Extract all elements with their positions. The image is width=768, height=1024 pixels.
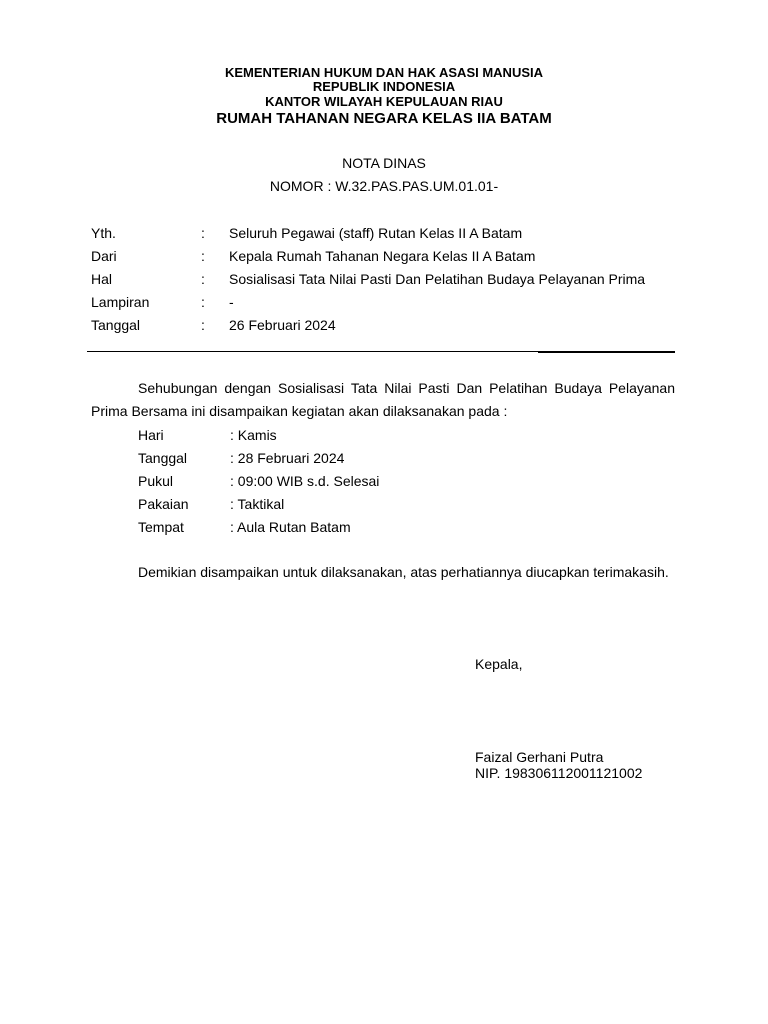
meta-key: Hal	[91, 271, 113, 287]
detail-value: : Aula Rutan Batam	[230, 519, 351, 535]
body-paragraph-line-1: Sehubungan dengan Sosialisasi Tata Nilai Pasti Dan Pelatihan Budaya Pelayanan	[138, 380, 675, 396]
meta-key: Tanggal	[91, 317, 141, 333]
detail-key: Pukul	[138, 473, 174, 489]
country-heading: REPUBLIK INDONESIA	[312, 79, 456, 94]
institution-heading: RUMAH TAHANAN NEGARA KELAS IIA BATAM	[216, 110, 552, 127]
meta-value: 26 Februari 2024	[229, 317, 336, 333]
detail-key: Pakaian	[138, 496, 189, 512]
closing-sentence: Demikian disampaikan untuk dilaksanakan, atas perhatiannya diucapkan terimakasih.	[138, 564, 669, 580]
meta-value: Kepala Rumah Tahanan Negara Kelas II A Batam	[229, 248, 536, 264]
meta-key: Yth.	[91, 225, 116, 241]
signatory-name: Faizal Gerhani Putra	[475, 749, 604, 765]
meta-value: Seluruh Pegawai (staff) Rutan Kelas II A Batam	[229, 225, 523, 241]
detail-value: : Taktikal	[230, 496, 285, 512]
memo-number: NOMOR : W.32.PAS.PAS.UM.01.01-	[269, 178, 499, 194]
signatory-nip: NIP. 198306112001121002	[475, 765, 643, 781]
detail-key: Tempat	[138, 519, 184, 535]
meta-colon: :	[201, 225, 205, 241]
regional-office-heading: KANTOR WILAYAH KEPULAUAN RIAU	[265, 94, 503, 109]
meta-value: -	[229, 294, 234, 310]
meta-colon: :	[201, 248, 205, 264]
detail-key: Hari	[138, 427, 164, 443]
ministry-heading: KEMENTERIAN HUKUM DAN HAK ASASI MANUSIA	[224, 65, 544, 80]
detail-key: Tanggal	[138, 450, 188, 466]
meta-colon: :	[201, 271, 205, 287]
meta-colon: :	[201, 294, 205, 310]
meta-value: Sosialisasi Tata Nilai Pasti Dan Pelatihan Budaya Pelayanan Prima	[229, 271, 646, 287]
detail-value: : Kamis	[230, 427, 277, 443]
separator-line-thick	[538, 351, 675, 353]
meta-key: Dari	[91, 248, 117, 264]
detail-value: : 09:00 WIB s.d. Selesai	[230, 473, 380, 489]
meta-key: Lampiran	[91, 294, 150, 310]
memo-title: NOTA DINAS	[342, 155, 426, 171]
meta-colon: :	[201, 317, 205, 333]
detail-value: : 28 Februari 2024	[230, 450, 345, 466]
body-paragraph-line-2: Prima Bersama ini disampaikan kegiatan akan dilaksanakan pada :	[91, 403, 508, 419]
signatory-title: Kepala,	[475, 656, 523, 672]
